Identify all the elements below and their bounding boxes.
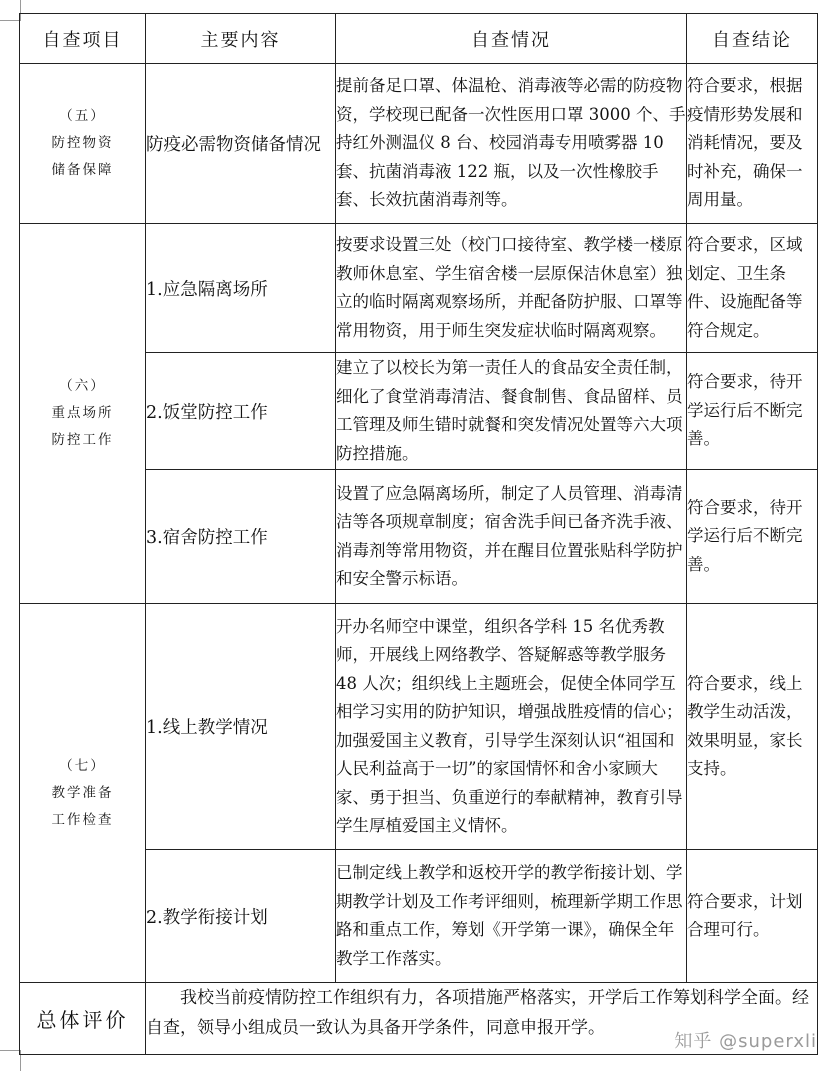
main-content-cell: 3.宿舍防控工作 xyxy=(146,470,336,604)
situation-cell: 设置了应急隔离场所，制定了人员管理、消毒清洁等各项规章制度；宿舍洗手间已备齐洗手液、消毒剂等常用物资，并在醒目位置张贴科学防护和安全警示标语。 xyxy=(336,470,687,604)
header-situation: 自查情况 xyxy=(336,14,687,64)
page-corner-mark-top xyxy=(0,0,21,21)
situation-cell: 已制定线上教学和返校开学的教学衔接计划、学期教学计划及工作考评细则，梳理新学期工作思路和重点工作，筹划《开学第一课》，确保全年教学工作落实。 xyxy=(336,850,687,983)
main-content-cell: 2.教学衔接计划 xyxy=(146,850,336,983)
self-check-table xyxy=(19,13,818,1055)
conclusion-cell: 符合要求，线上教学生动活泼，效果明显，家长支持。 xyxy=(687,604,818,850)
situation-cell: 开办名师空中课堂，组织各学科 15 名优秀教师，开展线上网络教学、答疑解惑等教学服务 48 人次；组织线上主题班会，促使全体同学互相学习实用的防护知识，增强战胜疫情的信心；加强爱国主义教育，引导学生深刻认识“祖国和人民利益高于一切”的家国情怀和舍小家顾大家、勇于担当、负重逆行的奉献精神，教育引导学生厚植爱国主义情怀。 xyxy=(336,604,687,850)
header-content: 主要内容 xyxy=(146,14,336,64)
conclusion-cell: 符合要求，待开学运行后不断完善。 xyxy=(687,470,818,604)
section-name-line: 防控物资 xyxy=(51,135,114,151)
section-title xyxy=(20,224,146,604)
header-row xyxy=(20,14,818,64)
situation-cell: 按要求设置三处（校门口接待室、教学楼一楼原教师休息室、学生宿舍楼一层原保洁休息室）独立的临时隔离观察场所，并配备防护服、口罩等常用物资，用于师生突发症状临时隔离观察。 xyxy=(336,224,687,353)
main-content-cell: 1.应急隔离场所 xyxy=(146,224,336,353)
watermark: 知乎 @superxli xyxy=(674,1031,817,1052)
conclusion-cell: 符合要求，根据疫情形势发展和消耗情况，要及时补充，确保一周用量。 xyxy=(687,64,818,224)
section-name-line: 防控工作 xyxy=(51,432,114,448)
section-title xyxy=(20,604,146,983)
situation-cell: 建立了以校长为第一责任人的食品安全责任制，细化了食堂消毒清洁、餐食制售、食品留样、员工管理及师生错时就餐和突发情况处置等六大项防控措施。 xyxy=(336,353,687,470)
main-content-cell: 2.饭堂防控工作 xyxy=(146,353,336,470)
table-row xyxy=(20,604,818,850)
conclusion-cell: 符合要求，计划合理可行。 xyxy=(687,850,818,983)
section-name-line: 重点场所 xyxy=(51,405,114,421)
header-item: 自查项目 xyxy=(20,14,146,64)
page-corner-mark-bottom xyxy=(0,1050,21,1071)
section-name-line: 工作检查 xyxy=(51,811,114,828)
situation-cell: 提前备足口罩、体温枪、消毒液等必需的防疫物资，学校现已配备一次性医用口罩 3000 个、手持红外测温仪 8 台、校园消毒专用喷雾器 10 套、抗菌消毒液 122 瓶，以及一次性橡胶手套、长效抗菌消毒剂等。 xyxy=(336,64,687,224)
section-number: （五） xyxy=(59,108,106,124)
main-content-cell: 防疫必需物资储备情况 xyxy=(146,64,336,224)
section-name-line: 储备保障 xyxy=(51,162,114,178)
conclusion-cell: 符合要求，区域划定、卫生条件、设施配备等符合规定。 xyxy=(687,224,818,353)
overall-text: 我校当前疫情防控工作组织有力，各项措施严格落实，开学后工作筹划科学全面。经自查，领导小组成员一致认为具备开学条件，同意申报开学。 xyxy=(146,983,818,1055)
main-content-cell: 1.线上教学情况 xyxy=(146,604,336,850)
section-number: （六） xyxy=(59,378,106,394)
table-row xyxy=(20,64,818,224)
table-row xyxy=(20,224,818,353)
section-number: （七） xyxy=(59,757,106,774)
section-title xyxy=(20,64,146,224)
conclusion-cell: 符合要求，待开学运行后不断完善。 xyxy=(687,353,818,470)
section-name-line: 教学准备 xyxy=(51,784,114,801)
header-conclusion: 自查结论 xyxy=(687,14,818,64)
overall-label: 总体评价 xyxy=(20,983,146,1055)
